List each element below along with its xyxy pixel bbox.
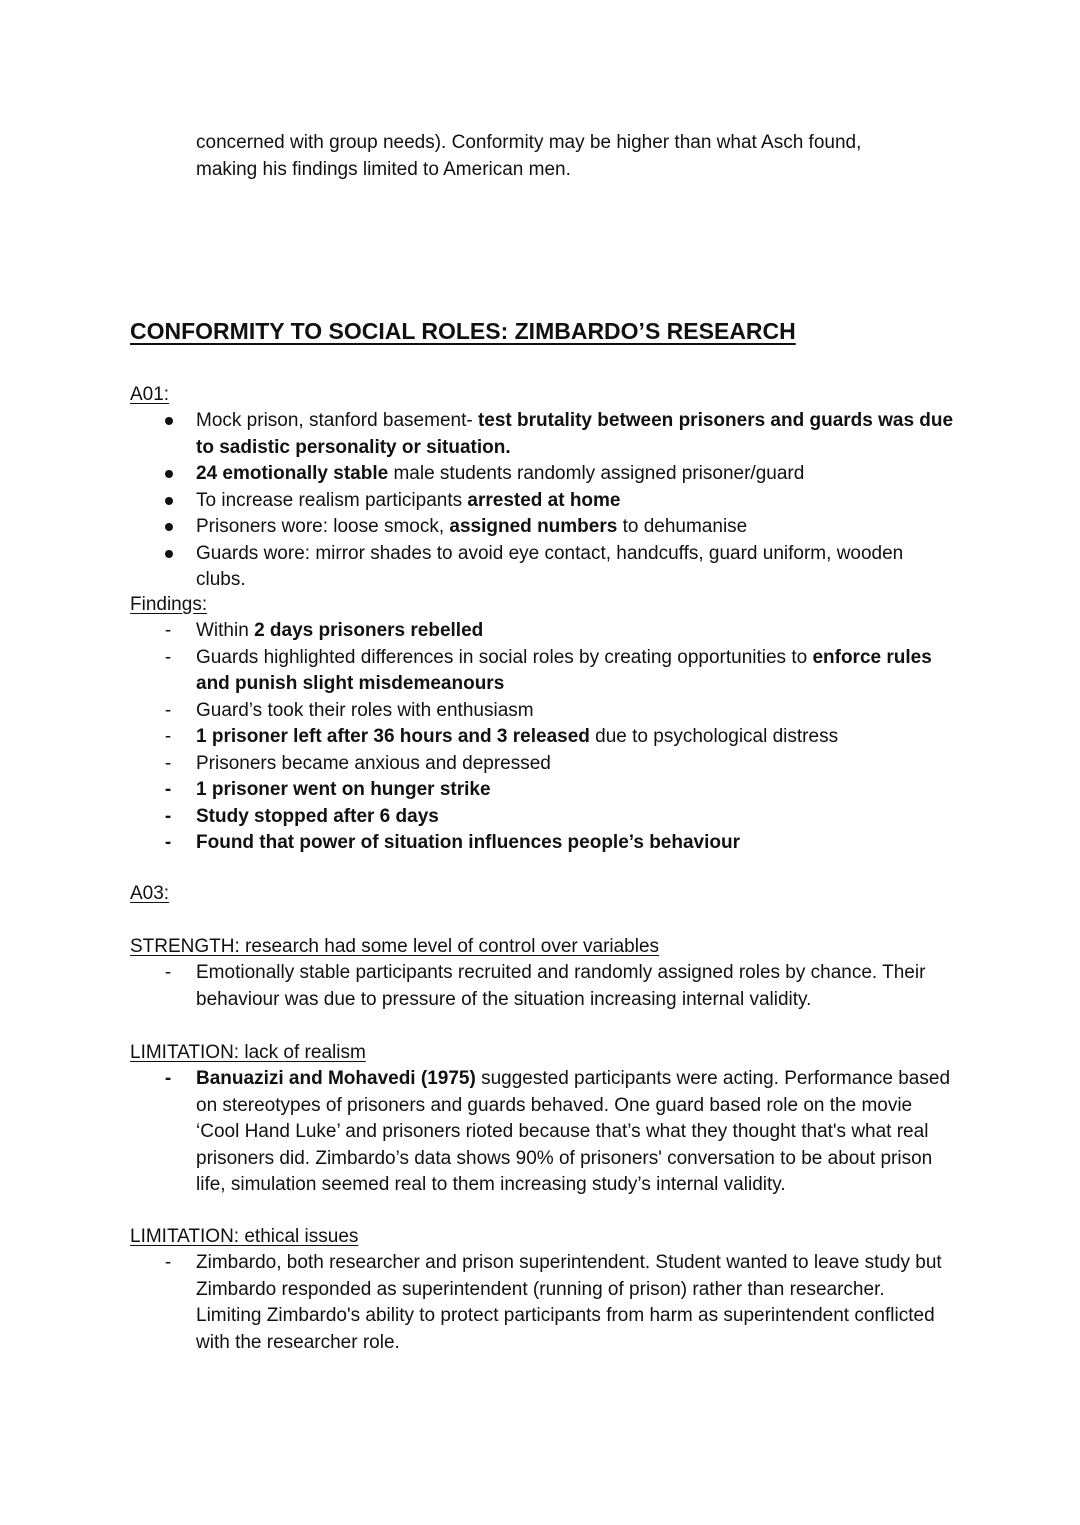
ao3-heading: A03:	[130, 883, 170, 904]
bullet-icon	[165, 523, 173, 531]
list-item: Guards wore: mirror shades to avoid eye contact, handcuffs, guard uniform, wooden clubs.	[0, 541, 1080, 594]
limitation-realism-heading: LIMITATION: lack of realism	[130, 1042, 366, 1063]
list-item: - Guard’s took their roles with enthusiasm	[0, 698, 1080, 725]
list-item: - 1 prisoner went on hunger strike	[0, 777, 1080, 804]
list-item: To increase realism participants arrested at home	[0, 488, 1080, 515]
ao1-heading: A01:	[130, 384, 170, 405]
bullet-icon	[165, 550, 173, 558]
dash-marker: -	[164, 699, 172, 721]
dash-marker: -	[164, 832, 172, 853]
list-item: - Prisoners became anxious and depressed	[0, 751, 1080, 778]
intro-paragraph	[196, 130, 955, 183]
dash-marker: -	[164, 779, 172, 800]
list-item: Mock prison, stanford basement- test brutality between prisoners and guards was due to sadistic personality or situation.	[0, 408, 1080, 461]
strength-heading: STRENGTH: research had some level of control over variables	[130, 936, 660, 957]
bullet-icon	[165, 417, 173, 425]
list-item: - Found that power of situation influences people’s behaviour	[0, 830, 1080, 857]
list-item: - 1 prisoner left after 36 hours and 3 released due to psychological distress	[0, 724, 1080, 751]
dash-marker: -	[164, 1068, 172, 1089]
dash-marker: -	[164, 962, 172, 983]
dash-marker: -	[164, 1252, 172, 1273]
bullet-icon	[165, 470, 173, 478]
dash-marker: -	[164, 805, 172, 827]
intro-line: concerned with group needs). Conformity may be higher than what Asch found,	[196, 132, 862, 153]
list-item: 24 emotionally stable male students randomly assigned prisoner/guard	[0, 461, 1080, 488]
section-title: CONFORMITY TO SOCIAL ROLES: ZIMBARDO’S RESEARCH	[130, 318, 796, 344]
list-item: - Zimbardo, both researcher and prison superintendent. Student wanted to leave study but Zimbardo responded as superintendent (running of prison) rather than researcher. Limiting Zimbardo's ability to protect participants from harm as superintendent conflicted with the researcher role.	[0, 1250, 1080, 1356]
findings-heading: Findings:	[130, 594, 208, 615]
list-item: - Banuazizi and Mohavedi (1975) suggested participants were acting. Performance based on stereotypes of prisoners and guards behaved. One guard based role on the movie ‘Cool Hand Luke’ and prisoners rioted because that’s what they thought that's what real prisoners did. Zimbardo’s data shows 90% of prisoners' conversation to be about prison life, simulation seemed real to them increasing study’s internal validity.	[0, 1066, 1080, 1199]
limitation-ethics-list	[0, 1250, 1080, 1356]
list-item: - Study stopped after 6 days	[0, 804, 1080, 831]
strength-list	[0, 960, 1080, 1013]
list-item: Prisoners wore: loose smock, assigned numbers to dehumanise	[0, 514, 1080, 541]
bullet-icon	[165, 497, 173, 505]
intro-line: making his findings limited to American men.	[196, 158, 571, 180]
limitation-realism-list	[0, 1066, 1080, 1199]
findings-list	[0, 618, 1080, 857]
list-item: - Within 2 days prisoners rebelled	[0, 618, 1080, 645]
dash-marker: -	[164, 726, 172, 747]
dash-marker: -	[164, 752, 172, 774]
limitation-ethics-heading: LIMITATION: ethical issues	[130, 1226, 359, 1247]
list-item: - Guards highlighted differences in social roles by creating opportunities to enforce rules and punish slight misdemeanours	[0, 645, 1080, 698]
ao1-list	[0, 408, 1080, 594]
dash-marker: -	[164, 646, 172, 668]
list-item: - Emotionally stable participants recruited and randomly assigned roles by chance. Their behaviour was due to pressure of the situation increasing internal validity.	[0, 960, 1080, 1013]
dash-marker: -	[164, 620, 172, 641]
